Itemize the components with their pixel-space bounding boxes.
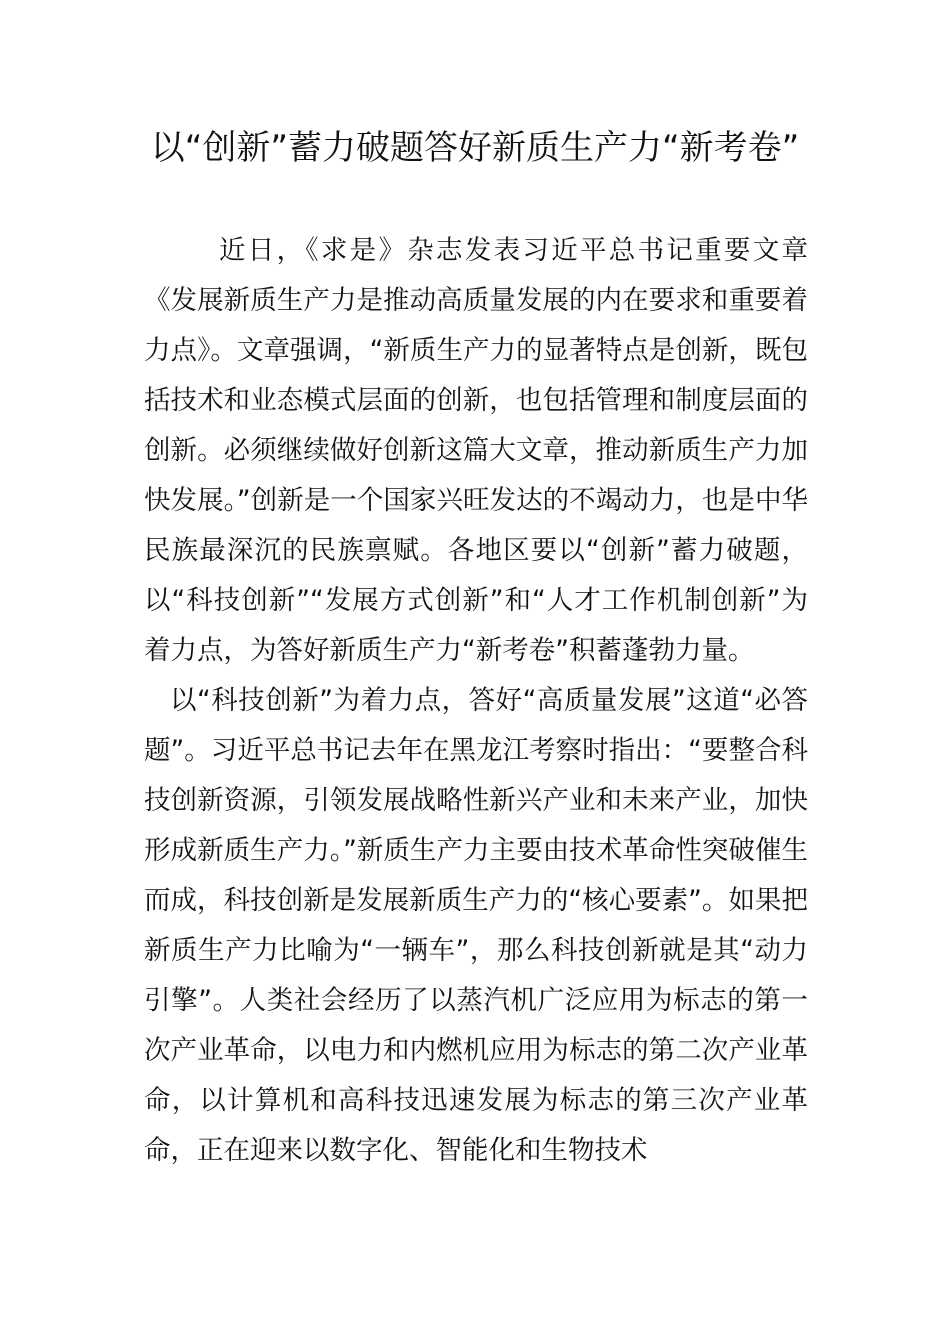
document-body bbox=[144, 226, 808, 1176]
paragraph-tech-innovation: 以“科技创新”为着力点，答好“高质量发展”这道“必答题”。习近平总书记去年在黑龙江考察时指出：“要整合科技创新资源，引领发展战略性新兴产业和未来产业，加快形成新质生产力。”新质生产力主要由技术革命性突破催生而成，科技创新是发展新质生产力的“核心要素”。如果把新质生产力比喻为“一辆车”，那么科技创新就是其“动力引擎”。人类社会经历了以蒸汽机广泛应用为标志的第一次产业革命，以电力和内燃机应用为标志的第二次产业革命，以计算机和高科技迅速发展为标志的第三次产业革命，正在迎来以数字化、智能化和生物技术 bbox=[144, 685, 808, 1166]
paragraph-intro: 近日，《求是》杂志发表习近平总书记重要文章《发展新质生产力是推动高质量发展的内在要求和重要着力点》。文章强调，“新质生产力的显著特点是创新，既包括技术和业态模式层面的创新，也包括管理和制度层面的创新。必须继续做好创新这篇大文章，推动新质生产力加快发展。”创新是一个国家兴旺发达的不竭动力，也是中华民族最深沉的民族禀赋。各地区要以“创新”蓄力破题，以“科技创新”“发展方式创新”和“人才工作机制创新”为着力点，为答好新质生产力“新考卷”积蓄蓬勃力量。 bbox=[144, 235, 808, 666]
document-title: 以“创新”蓄力破题答好新质生产力“新考卷” bbox=[150, 128, 800, 168]
